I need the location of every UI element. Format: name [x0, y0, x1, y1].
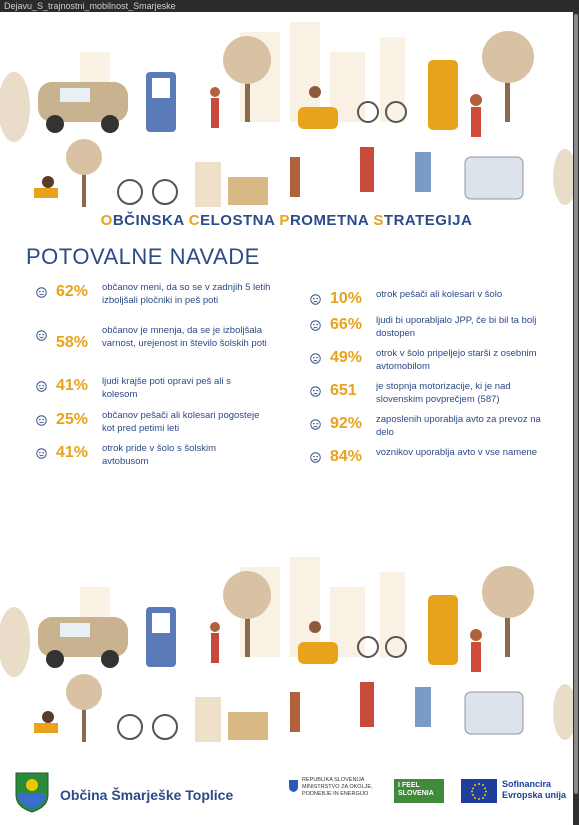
- stat-text: voznikov uporablja avto v vse namene: [376, 447, 538, 458]
- stat-left-1: [36, 282, 286, 307]
- stat-text: ljudi krajše poti opravi peš ali s kolesom: [102, 376, 231, 400]
- stat-text: ljudi bi uporabljalo JPP, če bi bil ta bolj dostopen: [376, 315, 537, 339]
- stat-left-2: [36, 325, 286, 353]
- stat-text: občanov je mnenja, da se je izboljšala varnost, urejenost in število šolskih poti: [102, 325, 267, 349]
- happy-face-icon: [36, 448, 47, 459]
- top-illustration: [0, 12, 573, 207]
- happy-face-icon: [36, 330, 47, 341]
- stat-text: je stopnja motorizacije, ki je nad slovenskim povprečjem (587): [376, 381, 511, 405]
- section-title: POTOVALNE NAVADE: [26, 244, 260, 269]
- window-title: Dejavu_S_trajnostni_mobilnost_Smarjeske: [0, 0, 579, 12]
- stat-left-3: [36, 376, 286, 401]
- stat-text: zaposlenih uporablja avto za prevoz na delo: [376, 414, 541, 438]
- bottom-illustration: [0, 547, 573, 742]
- happy-face-icon: [36, 287, 47, 298]
- municipality-coat-of-arms-icon: [14, 771, 50, 813]
- sad-face-icon: [310, 353, 321, 364]
- stat-text: otrok pride v šolo s šolskim avtobusom: [102, 443, 217, 467]
- strategy-heading: OBČINSKA CELOSTNA PROMETNA STRATEGIJA: [100, 212, 473, 229]
- stat-right-3: [310, 348, 550, 373]
- stat-value: 651: [330, 382, 357, 399]
- vertical-scrollbar[interactable]: [573, 12, 579, 825]
- sad-face-icon: [310, 320, 321, 331]
- sad-face-icon: [310, 294, 321, 305]
- sad-face-icon: [310, 419, 321, 430]
- stat-right-4: [310, 381, 550, 406]
- stat-text: otrok pešači ali kolesari v šolo: [376, 289, 503, 300]
- stat-value: 84%: [330, 448, 363, 465]
- infographic-page: [0, 12, 573, 825]
- happy-face-icon: [36, 381, 47, 392]
- stat-right-1: [310, 289, 550, 309]
- stat-text: občanov pešači ali kolesari pogosteje kot pred petimi leti: [102, 410, 260, 434]
- scrollbar-thumb[interactable]: [574, 14, 578, 794]
- stat-right-2: [310, 315, 550, 340]
- happy-face-icon: [36, 415, 47, 426]
- stat-right-6: [310, 447, 550, 467]
- stat-value: 25%: [56, 411, 89, 428]
- stat-right-5: [310, 414, 550, 439]
- stat-value: 41%: [56, 444, 89, 461]
- municipality-name: Občina Šmarješke Toplice: [60, 787, 234, 803]
- stat-value: 58%: [56, 334, 89, 351]
- slovenia-coat-of-arms-icon: [288, 779, 299, 793]
- stat-value: 10%: [330, 290, 363, 307]
- ministry-logo-text: REPUBLIKA SLOVENIJA MINISTRSTVO ZA OKOLJE, PODNEBJE IN ENERGIJO: [302, 777, 373, 797]
- stat-value: 66%: [330, 316, 363, 333]
- stat-left-4: [36, 410, 286, 435]
- stat-value: 62%: [56, 283, 89, 300]
- stat-left-5: [36, 443, 286, 468]
- sad-face-icon: [310, 452, 321, 463]
- eu-flag-icon: [461, 779, 497, 803]
- stat-text: otrok v šolo pripeljejo starši z osebnim avtomobilom: [376, 348, 537, 372]
- stat-value: 41%: [56, 377, 89, 394]
- footer: [0, 757, 573, 825]
- stat-text: občanov meni, da so se v zadnjih 5 letih izboljšali pločniki in peš poti: [102, 282, 271, 306]
- sad-face-icon: [310, 386, 321, 397]
- i-feel-slovenia-logo: I FEEL SLOVENIA: [394, 779, 444, 803]
- stat-value: 49%: [330, 349, 363, 366]
- eu-cofinancing-text: Sofinancira Evropska unija: [502, 779, 567, 800]
- stat-value: 92%: [330, 415, 363, 432]
